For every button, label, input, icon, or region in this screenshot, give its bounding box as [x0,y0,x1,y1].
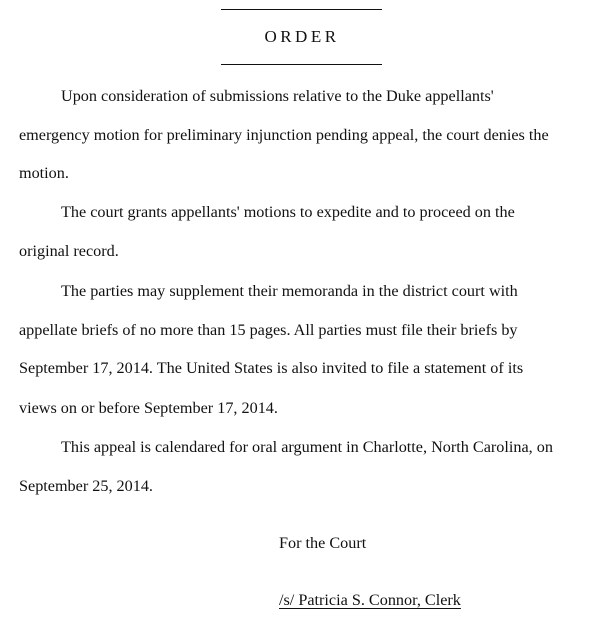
clerk-signature: /s/ Patricia S. Connor, Clerk [279,591,461,609]
paragraph-3-line-1: The parties may supplement their memoranda in the district court with [61,282,518,300]
order-heading: ORDER [264,27,340,46]
paragraph-4-line-2: September 25, 2014. [19,477,153,495]
paragraph-3-line-3: September 17, 2014. The United States is also invited to file a statement of its [19,359,524,377]
paragraph-2-line-1: The court grants appellants' motions to expedite and to proceed on the [61,203,515,221]
paragraph-1-line-2: emergency motion for preliminary injunction pending appeal, the court denies the [19,126,549,144]
paragraph-3-line-4: views on or before September 17, 2014. [19,399,278,417]
paragraph-4-line-1: This appeal is calendared for oral argument in Charlotte, North Carolina, on [61,438,553,456]
paragraph-3-line-2: appellate briefs of no more than 15 pages. All parties must file their briefs by [19,321,518,339]
heading-rule-bottom [221,64,382,65]
for-the-court: For the Court [279,534,367,552]
paragraph-1-line-1: Upon consideration of submissions relative to the Duke appellants' [61,87,494,105]
heading-rule-top [221,9,382,10]
paragraph-2-line-2: original record. [19,242,119,260]
paragraph-1-line-3: motion. [19,164,69,182]
